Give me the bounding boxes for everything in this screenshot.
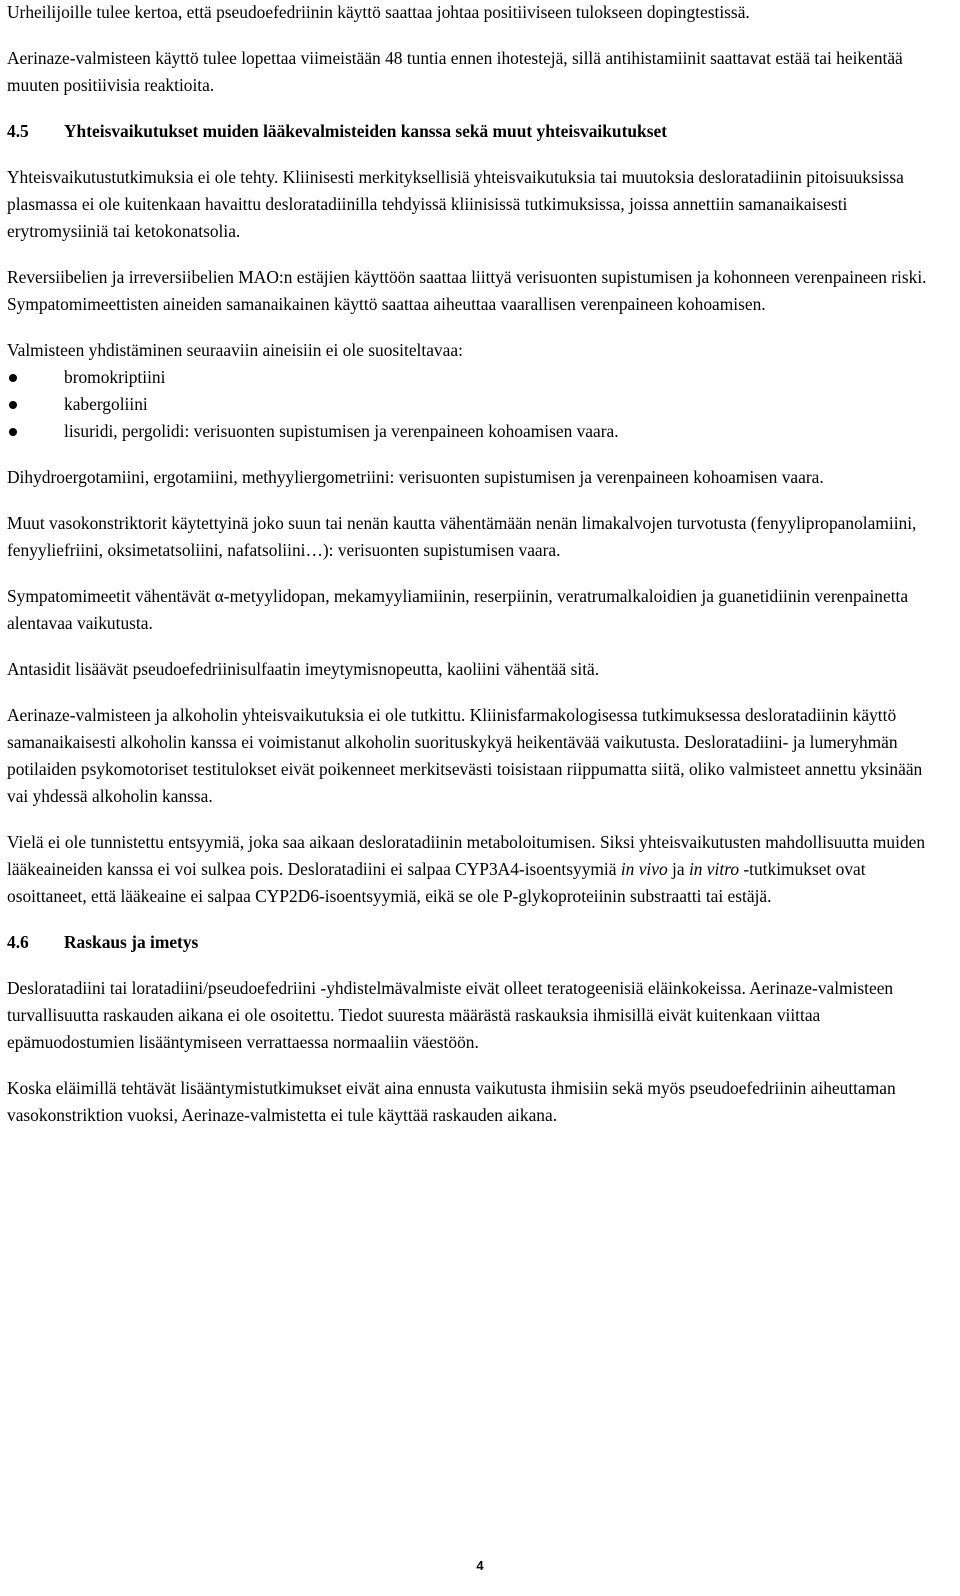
paragraph-alcohol: Aerinaze-valmisteen ja alkoholin yhteisvaikutuksia ei ole tutkittu. Kliinisfarmakologisessa tutkimuksessa desloratadiinin käyttö samanaikaisesti alkoholin kanssa ei voimistanut alkoholin suorituskykyä heikentävää vaikutusta. Desloratadiini- ja lumeryhmän potilaiden psykomotoriset testitulokset eivät poikenneet merkitsevästi toisistaan riippumatta siitä, oliko valmisteet annettu yksinään vai yhdessä alkoholin kanssa. bbox=[7, 705, 923, 806]
paragraph-vasoconstrictors: Muut vasokonstriktorit käytettyinä joko suun tai nenän kautta vähentämään nenän limakalvojen turvotusta (fenyylipropanolamiini, fenyyliefriini, oksimetatsoliini, nafatsoliini…): verisuonten supistumisen vaara. bbox=[7, 513, 917, 560]
list-item: lisuridi, pergolidi: verisuonten supistumisen ja verenpaineen kohoamisen vaara. bbox=[7, 418, 947, 445]
paragraph-pregnancy-warning: Koska eläimillä tehtävät lisääntymistutkimukset eivät aina ennusta vaikutusta ihmisiin sekä myös pseudoefedriinin aiheuttaman vasokonstriktion vuoksi, Aerinaze-valmistetta ei tule käyttää raskauden aikana. bbox=[7, 1078, 896, 1125]
paragraph-skin-tests: Aerinaze-valmisteen käyttö tulee lopettaa viimeistään 48 tuntia ennen ihotestejä, sillä antihistamiinit saattavat estää tai heikentää muuten positiivisia reaktioita. bbox=[7, 48, 903, 95]
text-run: Vielä ei ole tunnistettu entsyymiä, joka saa aikaan desloratadiinin metaboloitumisen. Siksi yhteisvaikutusten mahdollisuutta muiden lääkeaineiden kanssa ei voi sulkea pois. Desloratadiini ei salpaa CYP3A4-isoentsyymiä bbox=[7, 832, 926, 879]
paragraph-pregnancy-data: Desloratadiini tai loratadiini/pseudoefedriini -yhdistelmävalmiste eivät olleet teratogeenisiä eläinkokeissa. Aerinaze-valmisteen turvallisuutta raskauden aikana ei ole osoitettu. Tiedot suuresta määrästä raskauksia ihmisillä eivät kuitenkaan viittaa epämuodostumien lisääntymiseen verrattaessa normaaliin väestöön. bbox=[7, 978, 894, 1052]
italic-in-vitro: in vitro bbox=[688, 859, 740, 879]
paragraph-interaction-studies: Yhteisvaikutustutkimuksia ei ole tehty. Kliinisesti merkityksellisiä yhteisvaikutuksia tai muutoksia desloratadiinin pitoisuuksissa plasmassa ei ole kuitenkaan havaittu desloratadiinilla tehdyissä kliinisissä tutkimuksissa, joissa annettiin samanaikaisesti erytromysiiniä tai ketokonatsolia. bbox=[7, 167, 904, 241]
list-item: bromokriptiini bbox=[7, 364, 947, 391]
paragraph-metabolism bbox=[7, 829, 947, 910]
text-run: -tutkimukset ovat osoittaneet, että lääkeaine ei salpaa CYP2D6-isoentsyymiä, eikä se ole P-glykoproteiinin substraatti tai estäjä. bbox=[7, 859, 866, 906]
section-heading-4-6 bbox=[7, 929, 947, 956]
section-number: 4.5 bbox=[7, 121, 29, 141]
document-page bbox=[7, 0, 947, 1129]
section-heading-4-5 bbox=[7, 118, 947, 145]
text-run: ja bbox=[667, 859, 689, 879]
paragraph-mao-inhibitors: Reversiibelien ja irreversiibelien MAO:n estäjien käyttöön saattaa liittyä verisuonten supistumisen ja kohonneen verenpaineen riski. Sympatomimeettisten aineiden samanaikainen käyttö saattaa aiheuttaa vaarallisen verenpaineen kohoamisen. bbox=[7, 267, 927, 314]
section-title: Raskaus ja imetys bbox=[64, 932, 199, 952]
section-title: Yhteisvaikutukset muiden lääkevalmisteiden kanssa sekä muut yhteisvaikutukset bbox=[64, 121, 667, 141]
paragraph-antacids: Antasidit lisäävät pseudoefedriinisulfaatin imeytymisnopeutta, kaoliini vähentää sitä. bbox=[7, 659, 600, 679]
bullet-list bbox=[7, 364, 947, 445]
page-number: 4 bbox=[476, 1558, 484, 1573]
italic-in-vivo: in vivo bbox=[620, 859, 668, 879]
paragraph-doping: Urheilijoille tulee kertoa, että pseudoefedriinin käyttö saattaa johtaa positiiviseen tulokseen dopingtestissä. bbox=[7, 2, 750, 22]
section-number: 4.6 bbox=[7, 932, 29, 952]
paragraph-ergotamines: Dihydroergotamiini, ergotamiini, methyyliergometriini: verisuonten supistumisen ja verenpaineen kohoamisen vaara. bbox=[7, 467, 824, 487]
paragraph-not-recommended-intro: Valmisteen yhdistäminen seuraaviin aineisiin ei ole suositeltavaa: bbox=[7, 340, 463, 360]
list-item: kabergoliini bbox=[7, 391, 947, 418]
paragraph-sympathomimetics: Sympatomimeetit vähentävät α-metyylidopan, mekamyyliamiinin, reserpiinin, veratrumalkaloidien ja guanetidiinin verenpainetta alentavaa vaikutusta. bbox=[7, 586, 909, 633]
